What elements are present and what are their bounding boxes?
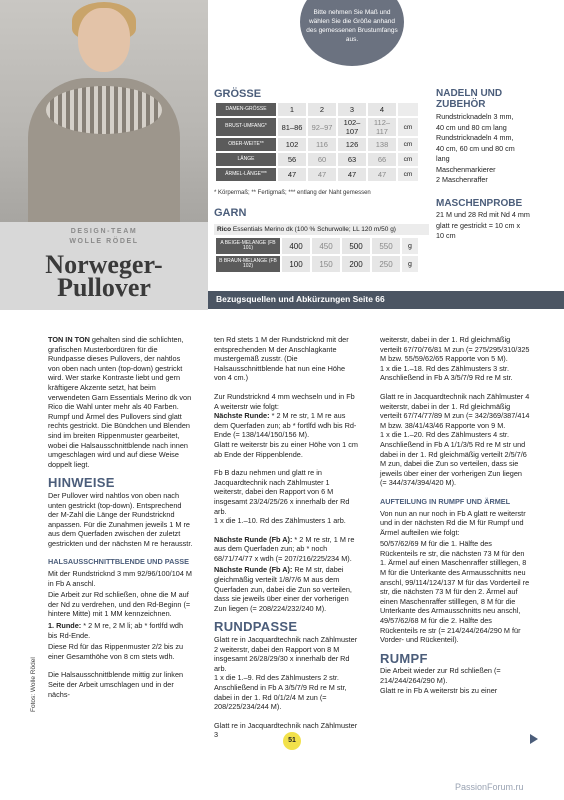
runde-label: 1. Runde:	[48, 621, 82, 631]
nadeln-line: Maschenmarkierer	[436, 164, 496, 174]
page-number: 51	[283, 732, 301, 750]
yarn-cell: 500	[342, 238, 370, 254]
col2-text: * 2 M re str, 1 M re aus dem Querfaden zun; ab * fortlfd wdh bis Rd-Ende (= 138/144/150/156 M).	[214, 411, 357, 440]
intro-lead: TON IN TON	[48, 335, 90, 344]
col3-text: weiterstr, dabei in der 1. Rd gleichmäßig verteilt 67/70/76/81 M zun (= 275/295/310/325 M bzw. 55/59/62/65 Rapporte von 5 M).	[380, 335, 530, 364]
size-row-label: LÄNGE	[216, 153, 276, 166]
yarn-cell: 450	[312, 238, 340, 254]
text-column-1	[48, 335, 193, 708]
size-cell: 116	[308, 138, 336, 151]
size-cell: 102–107	[338, 118, 366, 136]
nadeln-list	[436, 112, 561, 186]
yarn-cell: 250	[372, 256, 400, 272]
size-row-label: BRUST-UMFANG*	[216, 118, 276, 136]
col3-text: Glatt re in Jacquardtechnik nach Zählmuster 4 weiterstr, dabei in der 1. Rd gleichmäßig verteilt 67/74/77/89 M zun (= 342/369/387/414 M bzw. 38/41/43/46 Rapporte von 9 M.	[380, 391, 530, 430]
page-title-line1: Norweger-	[45, 250, 163, 279]
yarn-name: Essentials Merino dk (100 % Schurwolle; LL 120 m/50 g)	[232, 226, 396, 233]
col2-paragraph	[214, 392, 358, 459]
size-cell: 1	[278, 103, 306, 116]
intro-paragraph	[48, 335, 193, 469]
size-cell: 138	[368, 138, 396, 151]
col2-paragraph: ten Rd stets 1 M der Rundstricknd mit der entsprechenden M der Anschlagkante mustergemäß zusstr. (Die Halsausschnittblende hat nun eine Höhe von 4 cm.)	[214, 335, 349, 383]
nadeln-line: 40 cm, 60 cm und 80 cm	[436, 143, 515, 153]
maschenprobe-line: 10 cm	[436, 231, 456, 240]
col2-label: Nächste Runde (Fb A):	[214, 565, 293, 575]
maschenprobe-text	[436, 210, 561, 242]
size-cell: 63	[338, 153, 366, 166]
runde-instruction: * 2 M re, 2 M li; ab * fortlfd wdh bis Rd-Ende.	[48, 621, 184, 640]
rundpasse-heading: RUNDPASSE	[214, 619, 298, 635]
col3-paragraph	[380, 392, 530, 488]
size-row-label: OBER-WEITE**	[216, 138, 276, 151]
maschenprobe-heading: MASCHENPROBE	[436, 198, 523, 209]
hinweise-heading: HINWEISE	[48, 475, 115, 491]
col2-paragraph: Glatt re in Jacquardtechnik nach Zählmuster 3	[214, 720, 358, 740]
size-table	[214, 101, 420, 183]
yarn-brand: Rico	[217, 226, 232, 233]
col2-text: Anschließend in Fb A 3/5/7/9 Rd re M str, dabei in der 1. Rd 0/1/2/4 M zun (= 208/225/234/244 M).	[214, 683, 347, 712]
size-cell: 112–117	[368, 118, 396, 136]
hals-text: Diese Rd für das Rippenmuster 2/2 bis zu einer Gesamthöhe von 8 cm stets wdh.	[48, 642, 184, 661]
yarn-row	[216, 256, 418, 272]
hals-heading: HALSAUSSCHNITTBLENDE UND PASSE	[48, 557, 189, 567]
col2-paragraph	[214, 468, 358, 526]
size-cell: 3	[338, 103, 366, 116]
nadeln-heading-line2: ZUBEHÖR	[436, 99, 486, 110]
col3-text: Die Arbeit wieder zur Rd schließen (= 214/244/264/290 M).	[380, 666, 501, 685]
page-title-line2: Pullover	[57, 273, 151, 302]
continue-arrow-icon	[530, 734, 538, 744]
size-unit: cm	[398, 118, 418, 136]
garn-heading: GARN	[214, 207, 247, 219]
col2-text: 1 x die 1.–10. Rd des Zählmusters 1 arb.	[214, 516, 346, 526]
size-cell: 92–97	[308, 118, 336, 136]
watermark: PassionForum.ru	[455, 782, 524, 792]
col3-paragraph: Von nun an nur noch in Fb A glatt re weiterstr und in der nächsten Rd die M für Rumpf und Ärmel aufteilen wie folgt:	[380, 508, 526, 537]
yarn-description	[214, 224, 429, 235]
nadeln-line: 2 Maschenraffer	[436, 175, 488, 184]
col3-paragraph	[380, 335, 530, 383]
hals-text: Die Halsausschnittblende mittig zur linken Seite der Arbeit umschlagen und in der nächs-	[48, 670, 184, 699]
yarn-cell: 200	[342, 256, 370, 272]
runde-text	[48, 621, 193, 640]
size-unit: cm	[398, 168, 418, 181]
rumpf-heading: RUMPF	[380, 650, 428, 666]
col2-paragraph	[214, 635, 358, 712]
size-row	[216, 103, 418, 116]
col2-label: Nächste Runde:	[214, 411, 270, 421]
size-row	[216, 153, 418, 166]
col3-paragraph: 50/57/62/69 M für die 1. Hälfte des Rückenteils re str, die nächsten 73 M für den 1. Ärmel auf einen Maschenraffer stilllegen, 8 M für die Unterkante des Armausschnitts neu anschl, 99/114/124/137 M für das Vorderteil re str, die nächsten 73 M für den 2. Ärmel auf einen Maschenraffer stilllegen, 8 M für die Unterkante des Armausschnitts neu anschl, 49/57/62/68 M für die 2. Hälfte des Rückenteils re str (= 214/244/264/290 M für Vorder- und Rückenteil).	[380, 539, 530, 645]
size-cell: 81–86	[278, 118, 306, 136]
nadeln-line: 40 cm und 80 cm lang	[436, 122, 507, 132]
design-team-name: WOLLE RÖDEL	[69, 238, 139, 245]
col2-text: Glatt re in Jacquardtechnik nach Zählmuster 2 weiterstr, dabei den Rapport von 8 M insgesamt 26/28/29/30 x innerhalb der Rd arb.	[214, 635, 358, 673]
col2-label: Nächste Runde (Fb A):	[214, 534, 293, 544]
col2-text: Zur Rundstricknd 4 mm wechseln und in Fb A weiterstr wie folgt:	[214, 391, 355, 411]
size-row-label: ÄRMEL-LÄNGE***	[216, 168, 276, 181]
col3-text: Glatt re in Fb A weiterstr bis zu einer	[380, 685, 498, 695]
col2-text: 1 x die 1.–9. Rd des Zählmusters 2 str.	[214, 673, 339, 683]
yarn-cell: 550	[372, 238, 400, 254]
yarn-row-label: B BRAUN-MELANGE (FB 102)	[216, 256, 280, 272]
aufteilung-heading: AUFTEILUNG IN RUMPF UND ÄRMEL	[380, 496, 511, 506]
yarn-row-label: A BEIGE-MELANGE (FB 101)	[216, 238, 280, 254]
yarn-unit: g	[402, 256, 418, 272]
nadeln-line: Rundstricknadeln 4 mm,	[436, 133, 514, 142]
model-photo	[0, 0, 208, 222]
size-cell: 66	[368, 153, 396, 166]
groesse-heading: GRÖSSE	[214, 88, 262, 100]
col2-text: Re M str, dabei gleichmäßig verteilt 1/8/7/6 M aus dem Querfaden zun, dabei die Zun so verteilen, dass sie jeweils über einer der vorherigen Zun liegen (= 208/224/232/240 M).	[214, 565, 352, 613]
col2-text: Fb B dazu nehmen und glatt re in Jacquardtechnik nach Zählmuster 1 weiterstr, dabei den Rapport von 6 M insgesamt 23/24/25/26 x innerhalb der Rd arb.	[214, 468, 350, 516]
col3-paragraph	[380, 666, 530, 695]
nadeln-line: lang	[436, 154, 450, 163]
size-cell: 47	[338, 168, 366, 181]
size-cell: 47	[308, 168, 336, 181]
maschenprobe-line: 21 M und 28 Rd mit Nd 4 mm	[436, 210, 530, 219]
size-cell: 47	[278, 168, 306, 181]
size-row	[216, 138, 418, 151]
col2-text: * 2 M re str, 1 M re aus dem Querfaden zun; ab * noch 68/71/74/77 x wdh (= 207/216/225/234 M).	[214, 534, 355, 563]
nadeln-heading-line1: NADELN UND	[436, 88, 503, 99]
yarn-table	[214, 236, 420, 274]
size-cell: 56	[278, 153, 306, 166]
col3-text: 1 x die 1.–18. Rd des Zählmusters 3 str. Anschließend in Fb A 3/5/7/9 Rd re M str.	[380, 363, 513, 383]
yarn-row	[216, 238, 418, 254]
size-cell: 102	[278, 138, 306, 151]
sources-bar-text[interactable]: Bezugsquellen und Abkürzungen Seite 66	[216, 294, 385, 304]
size-cell: 60	[308, 153, 336, 166]
hals-text: Die Arbeit zur Rd schließen, ohne die M auf der Nd zu verdrehen, und den Rd-Beginn (= hintere Mitte) mit 1 MM kennzeichnen.	[48, 590, 191, 619]
col2-paragraph	[214, 565, 358, 613]
head-shape	[78, 8, 130, 72]
maschenprobe-line: glatt re gestrickt = 10 cm x	[436, 220, 521, 230]
size-cell: 47	[368, 168, 396, 181]
col2-text: Glatt re weiterstr bis zu einer Höhe von 1 cm ab Ende der Rippenblende.	[214, 439, 358, 459]
hals-text: Mit der Rundstricknd 3 mm 92/96/100/104 M in Fb A anschl.	[48, 569, 192, 588]
sources-bar	[208, 291, 564, 309]
yarn-cell: 100	[282, 256, 310, 272]
size-unit: cm	[398, 153, 418, 166]
yarn-unit: g	[402, 238, 418, 254]
size-row	[216, 168, 418, 181]
col2-paragraph	[214, 535, 358, 564]
design-team-label: DESIGN-TEAM	[70, 228, 138, 235]
size-hint-text: Bitte nehmen Sie Maß und wählen Sie die Größe anhand des gemessenen Brustumfangs aus.	[306, 9, 398, 43]
photo-credit: Fotos: Wolle Rödel	[30, 657, 37, 712]
yarn-cell: 400	[282, 238, 310, 254]
hinweise-text: Der Pullover wird nahtlos von oben nach unten gestrickt (top-down). Entsprechend der M-Zahl die Länge der Rundstricknd anpassen. Für die Zunahmen jeweils 1 M re aus dem Querfaden zwischen der zuletzt gestrickten und der nächsten M re herausstr.	[48, 490, 193, 548]
text-column-3	[380, 335, 530, 704]
intro-text: gehalten sind die schlichten, grafischen Musterbordüren für die Rundpasse dieses Pullovers, der nahtlos von oben nach unten (top-down) gestrickt wird. Wer starke Kontraste liebt und gern kräftigere Akzente setzt, hat beim verwendeten Garn Essentials Merino dk von Rico die Wahl unter mehr als 40 Farben. Rumpf und Ärmel des Pullovers sind glatt rechts gestrickt. Die Bündchen und Blenden sind im breiten Rippenmuster gearbeitet, wobei die Halsausschnittblende nach innen umgeschlagen wird und auf diese Weise doppelt liegt.	[48, 335, 192, 469]
nadeln-line: Rundstricknadeln 3 mm,	[436, 112, 514, 121]
sweater-yoke-pattern	[46, 86, 162, 134]
col3-text: 1 x die 1.–20. Rd des Zählmusters 4 str. Anschließend in Fb A 1/1/3/5 Rd re M str und dabei in der 1. Rd gleichmäßig verteilt 2/5/7/6 M zun, dabei die Zun so verteilen, dass sie jeweils über einer der vorherigen Zun liegen (= 344/374/394/420 M).	[380, 430, 527, 488]
size-row-label: DAMEN-GRÖSSE	[216, 103, 276, 116]
text-column-2	[214, 335, 358, 749]
size-unit: cm	[398, 138, 418, 151]
size-footnote: * Körpermaß; ** Fertigmaß; *** entlang der Naht gemessen	[214, 190, 371, 196]
size-unit	[398, 103, 418, 116]
size-cell: 4	[368, 103, 396, 116]
size-cell: 126	[338, 138, 366, 151]
yarn-cell: 150	[312, 256, 340, 272]
size-cell: 2	[308, 103, 336, 116]
size-row	[216, 118, 418, 136]
